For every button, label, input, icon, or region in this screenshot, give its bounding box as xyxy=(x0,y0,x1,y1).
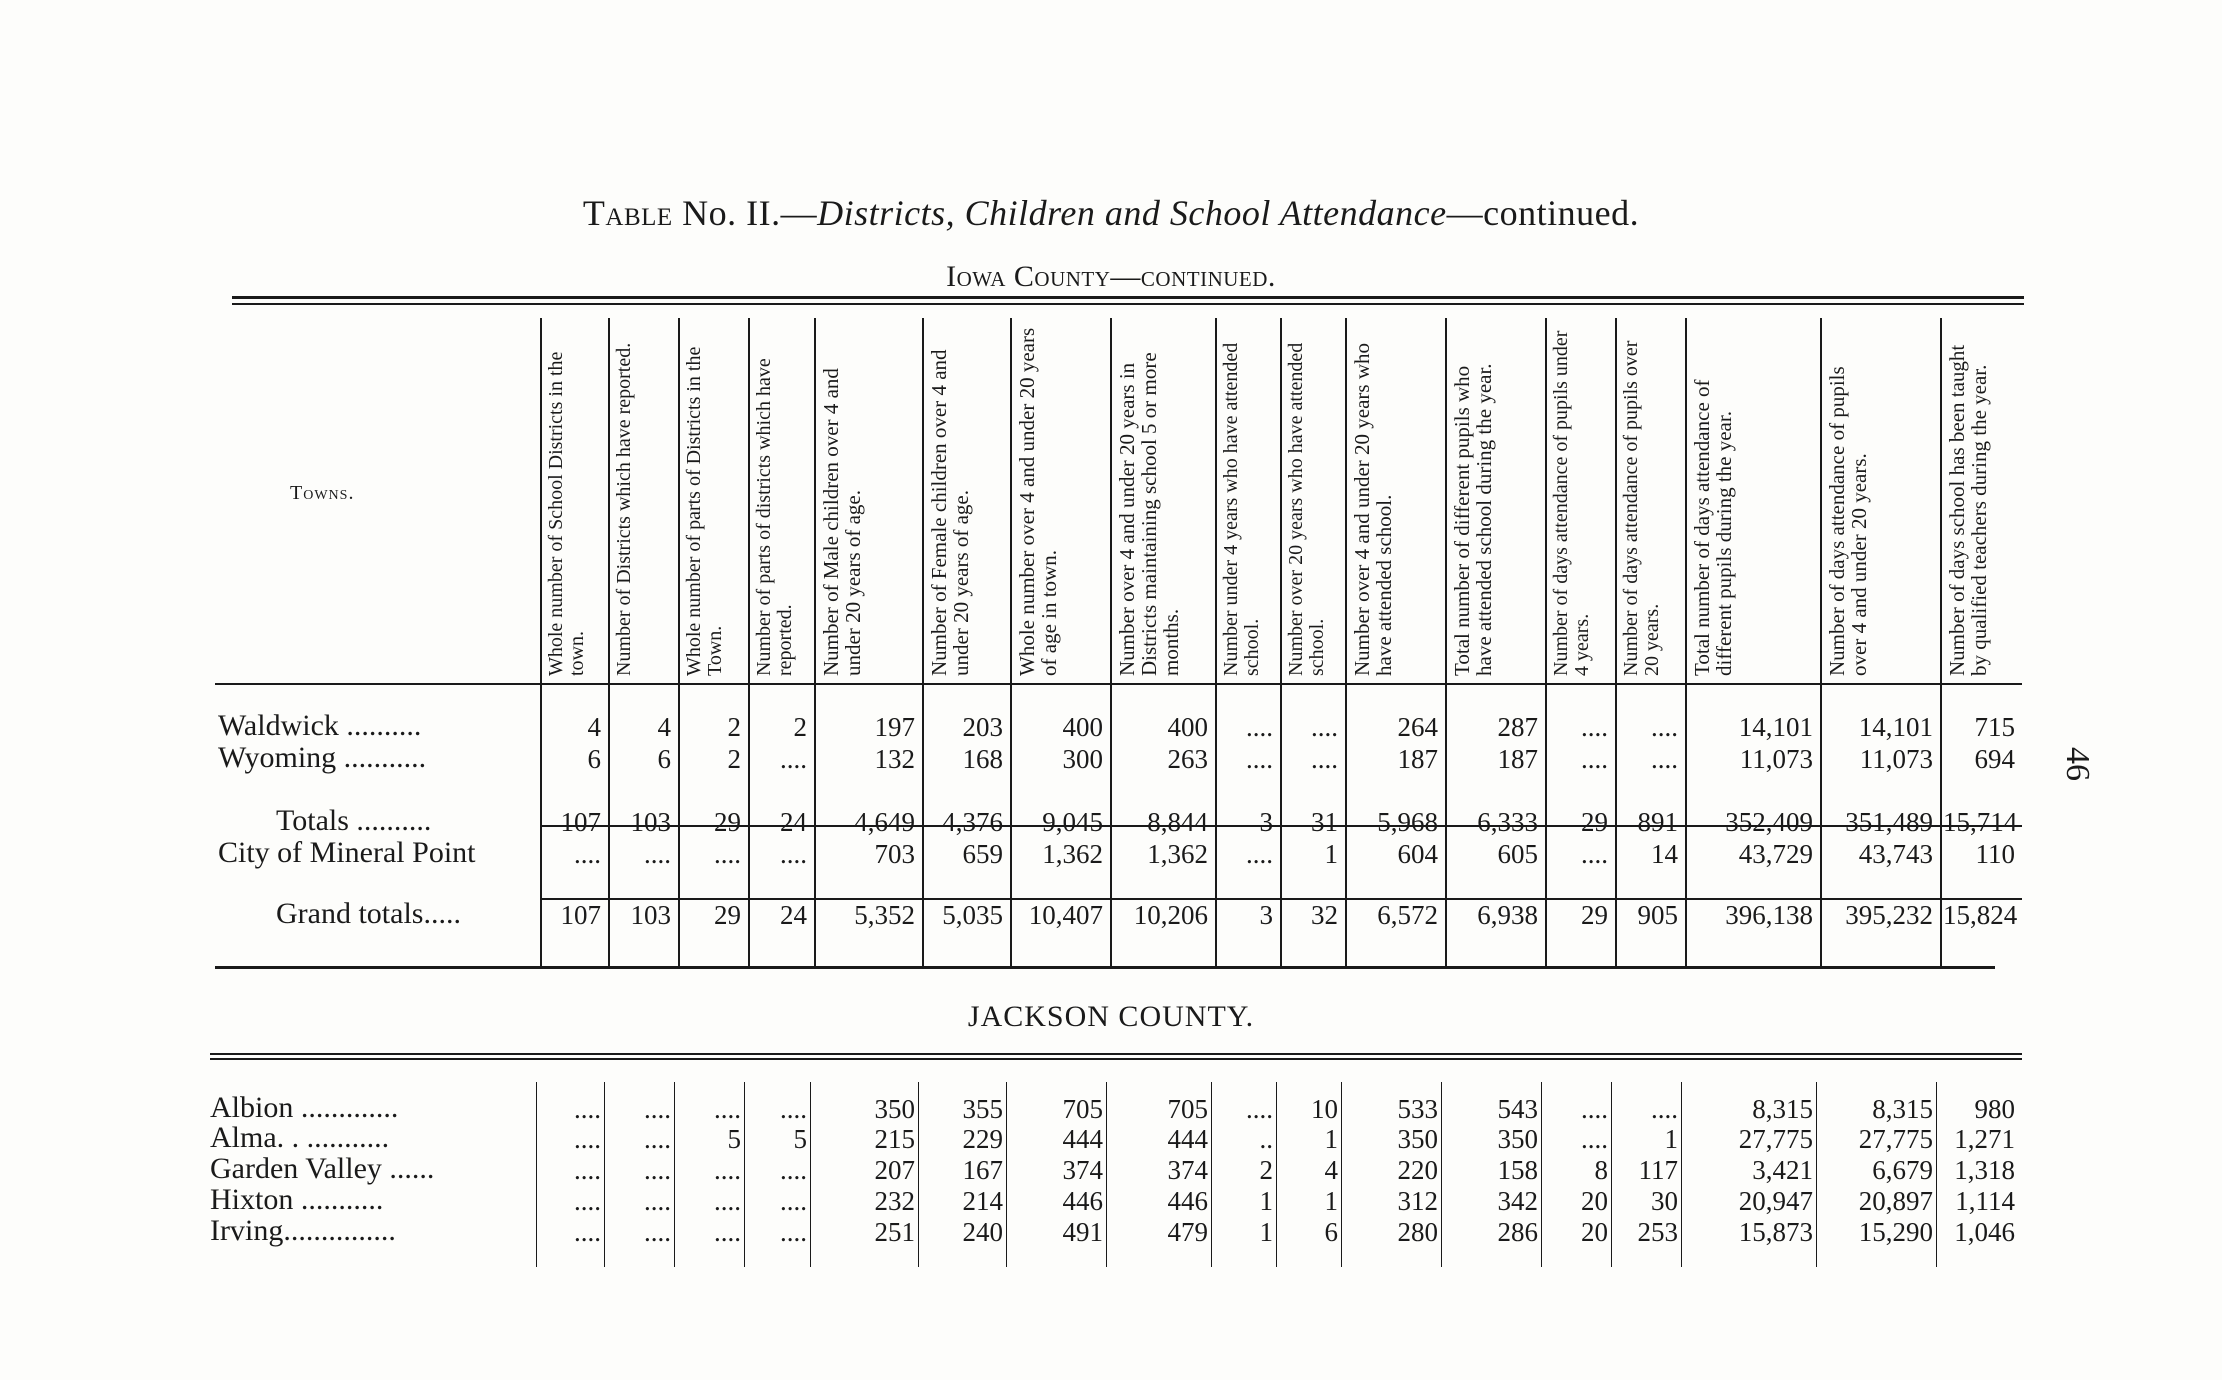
column-header-text: Whole number over 4 and under 20 years of age in town. xyxy=(1015,327,1061,676)
table-cell: 374 xyxy=(1167,1155,1208,1185)
jackson-col-divider xyxy=(1936,1082,1937,1267)
table-cell: 43,743 xyxy=(1858,839,1933,869)
table-cell: 4,376 xyxy=(942,807,1003,837)
table-cell: 14,101 xyxy=(1858,712,1933,742)
table-cell: 6,938 xyxy=(1477,900,1538,930)
jackson-col-divider xyxy=(918,1082,919,1267)
table-cell: 214 xyxy=(962,1186,1003,1216)
table-cell: 8,315 xyxy=(1752,1094,1813,1124)
table-cell: 355 xyxy=(962,1094,1003,1124)
table-cell: 705 xyxy=(1167,1094,1208,1124)
table-cell: 15,290 xyxy=(1858,1217,1933,1247)
table-cell: 6 xyxy=(657,744,671,774)
table-cell: 3 xyxy=(1259,807,1273,837)
table-cell: 187 xyxy=(1397,744,1438,774)
table-cell: 1,318 xyxy=(1954,1155,2015,1185)
table-cell: 117 xyxy=(1638,1155,1678,1185)
table-cell: 43,729 xyxy=(1738,839,1813,869)
table-cell: 29 xyxy=(714,807,741,837)
table-cell: 8,844 xyxy=(1147,807,1208,837)
table-cell: 4 xyxy=(657,712,671,742)
table-cell: 2 xyxy=(793,712,807,742)
column-header-text: Number over 20 years who have attended school. xyxy=(1285,342,1328,676)
column-header xyxy=(1445,318,1545,678)
table-cell: .... xyxy=(1651,712,1678,742)
jackson-col-divider xyxy=(744,1082,745,1267)
table-title xyxy=(0,192,2222,234)
table-cell: 1 xyxy=(1259,1186,1273,1216)
jackson-col-divider xyxy=(1341,1082,1342,1267)
table-cell: 1 xyxy=(1664,1124,1678,1154)
table-cell: 1,271 xyxy=(1954,1124,2015,1154)
table-cell: 30 xyxy=(1651,1186,1678,1216)
table-cell: .... xyxy=(1581,744,1608,774)
table-cell: 15,824 xyxy=(1943,900,2018,930)
towns-header: Towns. xyxy=(290,482,355,504)
table-cell: 103 xyxy=(630,807,671,837)
table-cell: .... xyxy=(644,1186,671,1216)
county-subtitle: Iowa County—continued. xyxy=(946,260,1276,293)
table-cell: 6 xyxy=(587,744,601,774)
column-header xyxy=(1940,318,2022,678)
table-cell: .... xyxy=(644,1155,671,1185)
column-header-text: Number of days attendance of pupils over 4 and under 20 years. xyxy=(1825,366,1871,676)
table-cell: 132 xyxy=(874,744,915,774)
table-cell: 168 xyxy=(962,744,1003,774)
table-cell: .... xyxy=(574,1217,601,1247)
table-cell: 8,315 xyxy=(1872,1094,1933,1124)
table-cell: 5,035 xyxy=(942,900,1003,930)
table-cell: 400 xyxy=(1062,712,1103,742)
jackson-col-divider xyxy=(1441,1082,1442,1267)
table-cell: 350 xyxy=(1497,1124,1538,1154)
table-cell: 167 xyxy=(962,1155,1003,1185)
table-cell: .... xyxy=(714,839,741,869)
row-label: Waldwick .......... xyxy=(218,709,422,742)
table-cell: .... xyxy=(1581,1124,1608,1154)
table-cell: .... xyxy=(780,744,807,774)
column-header xyxy=(814,318,922,678)
column-header xyxy=(1615,318,1685,678)
column-header-text: Whole number of parts of Districts in the Town. xyxy=(683,346,726,676)
row-label: Alma. . ........... xyxy=(210,1121,390,1154)
jackson-col-divider xyxy=(1276,1082,1277,1267)
jackson-top-rule-2 xyxy=(210,1058,2022,1060)
row-label: Totals .......... xyxy=(276,804,432,837)
table-cell: 287 xyxy=(1497,712,1538,742)
table-cell: .... xyxy=(780,1217,807,1247)
column-header xyxy=(1820,318,1940,678)
row-label: Garden Valley ...... xyxy=(210,1152,435,1185)
table-cell: 103 xyxy=(630,900,671,930)
table-cell: 207 xyxy=(874,1155,915,1185)
row-label: Wyoming ........... xyxy=(218,741,427,774)
table-cell: .... xyxy=(574,1094,601,1124)
column-header-text: Number of Districts which have reported. xyxy=(613,342,635,676)
table-cell: .... xyxy=(574,839,601,869)
column-header xyxy=(1280,318,1345,678)
table-cell: 11,073 xyxy=(1859,744,1933,774)
table-cell: 2 xyxy=(1259,1155,1273,1185)
column-header-text: Whole number of School Districts in the town. xyxy=(545,351,588,676)
column-header xyxy=(748,318,814,678)
table-cell: 300 xyxy=(1062,744,1103,774)
table-cell: 11,073 xyxy=(1739,744,1813,774)
table-cell: 351,489 xyxy=(1845,807,1933,837)
column-header xyxy=(678,318,748,678)
table-cell: 5,968 xyxy=(1377,807,1438,837)
column-header-text: Number of days attendance of pupils under 4 years. xyxy=(1550,330,1593,676)
table-cell: 20,947 xyxy=(1738,1186,1813,1216)
jackson-col-divider xyxy=(1006,1082,1007,1267)
table-cell: 10,206 xyxy=(1133,900,1208,930)
top-rule-2 xyxy=(232,303,2024,305)
header-rule xyxy=(215,683,2022,685)
table-cell: 251 xyxy=(874,1217,915,1247)
table-cell: 446 xyxy=(1167,1186,1208,1216)
table-cell: 374 xyxy=(1062,1155,1103,1185)
table-cell: 715 xyxy=(1974,712,2015,742)
jackson-county-title: JACKSON COUNTY. xyxy=(967,1000,1255,1033)
table-cell: 4,649 xyxy=(854,807,915,837)
table-cell: 14 xyxy=(1651,839,1678,869)
table-cell: 352,409 xyxy=(1725,807,1813,837)
table-cell: 2 xyxy=(727,712,741,742)
jackson-col-divider xyxy=(1211,1082,1212,1267)
title-prefix-sc: Table xyxy=(582,193,673,233)
table-cell: 1 xyxy=(1324,1186,1338,1216)
title-prefix: No. II.— xyxy=(672,193,818,233)
table-cell: 280 xyxy=(1397,1217,1438,1247)
table-cell: 543 xyxy=(1497,1094,1538,1124)
column-header xyxy=(1215,318,1280,678)
row-label: Irving............... xyxy=(210,1214,396,1247)
table-cell: 350 xyxy=(874,1094,915,1124)
table-cell: 232 xyxy=(874,1186,915,1216)
table-cell: 703 xyxy=(874,839,915,869)
column-header-text: Number of days school has been taught by qualified teachers during the year. xyxy=(1945,344,1991,676)
table-cell: 1 xyxy=(1324,1124,1338,1154)
jackson-col-divider xyxy=(1106,1082,1107,1267)
table-cell: .... xyxy=(714,1186,741,1216)
column-header-text: Number over 4 and under 20 years in Districts maintaining school 5 or more months. xyxy=(1115,352,1183,676)
table-cell: .... xyxy=(574,1155,601,1185)
table-cell: 215 xyxy=(874,1124,915,1154)
table-cell: 107 xyxy=(560,807,601,837)
jackson-col-divider xyxy=(1816,1082,1817,1267)
table-cell: 1 xyxy=(1324,839,1338,869)
column-header xyxy=(540,318,608,678)
table-cell: 6,679 xyxy=(1872,1155,1933,1185)
table-cell: 395,232 xyxy=(1845,900,1933,930)
table-cell: 905 xyxy=(1637,900,1678,930)
table-cell: 1,362 xyxy=(1147,839,1208,869)
column-header-text: Number of parts of districts which have reported. xyxy=(753,358,796,676)
column-header xyxy=(1110,318,1215,678)
table-cell: .... xyxy=(714,1217,741,1247)
jackson-col-divider xyxy=(536,1082,537,1267)
table-cell: 705 xyxy=(1062,1094,1103,1124)
table-cell: .... xyxy=(1581,1094,1608,1124)
table-cell: .... xyxy=(780,1094,807,1124)
table-cell: .... xyxy=(1311,712,1338,742)
table-cell: .... xyxy=(780,839,807,869)
column-header xyxy=(1345,318,1445,678)
table-cell: 107 xyxy=(560,900,601,930)
table-cell: 253 xyxy=(1637,1217,1678,1247)
table-cell: 4 xyxy=(1324,1155,1338,1185)
jackson-col-divider xyxy=(810,1082,811,1267)
title-italic: Districts, Children and School Attendance xyxy=(817,193,1447,233)
table-cell: 1,114 xyxy=(1955,1186,2015,1216)
jackson-top-rule xyxy=(210,1053,2022,1055)
table-cell: 491 xyxy=(1062,1217,1103,1247)
table-cell: 203 xyxy=(962,712,1003,742)
table-cell: 350 xyxy=(1397,1124,1438,1154)
table-cell: 15,714 xyxy=(1943,807,2018,837)
table-cell: 4 xyxy=(587,712,601,742)
jackson-col-divider xyxy=(604,1082,605,1267)
table-cell: 229 xyxy=(962,1124,1003,1154)
table-cell: 1,046 xyxy=(1954,1217,2015,1247)
column-header xyxy=(1545,318,1615,678)
table-cell: 197 xyxy=(874,712,915,742)
table-cell: 158 xyxy=(1497,1155,1538,1185)
column-header xyxy=(608,318,678,678)
table-cell: 220 xyxy=(1397,1155,1438,1185)
table-cell: 5,352 xyxy=(854,900,915,930)
table-cell: .... xyxy=(574,1124,601,1154)
table-cell: 6 xyxy=(1324,1217,1338,1247)
table-cell: 14,101 xyxy=(1738,712,1813,742)
jackson-col-divider xyxy=(1541,1082,1542,1267)
table-cell: .... xyxy=(1246,1094,1273,1124)
table-cell: 694 xyxy=(1974,744,2015,774)
table-cell: 891 xyxy=(1637,807,1678,837)
column-header-text: Number of Female children over 4 and under 20 years of age. xyxy=(927,349,973,676)
table-cell: 533 xyxy=(1397,1094,1438,1124)
jackson-col-divider xyxy=(1681,1082,1682,1267)
table-cell: .... xyxy=(714,1094,741,1124)
table-cell: 32 xyxy=(1311,900,1338,930)
table-cell: 479 xyxy=(1167,1217,1208,1247)
table-cell: 240 xyxy=(962,1217,1003,1247)
column-header-text: Total number of different pupils who have attended school during the year. xyxy=(1450,363,1496,676)
column-header xyxy=(1685,318,1820,678)
table-cell: 27,775 xyxy=(1738,1124,1813,1154)
table-cell: .... xyxy=(1311,744,1338,774)
table-cell: 6,333 xyxy=(1477,807,1538,837)
table-cell: 20 xyxy=(1581,1186,1608,1216)
column-header-text: Number over 4 and under 20 years who have attended school. xyxy=(1350,343,1396,676)
table-cell: 10,407 xyxy=(1028,900,1103,930)
table-cell: 263 xyxy=(1167,744,1208,774)
table-cell: 605 xyxy=(1497,839,1538,869)
row-label: Grand totals..... xyxy=(276,897,461,930)
table-cell: 400 xyxy=(1167,712,1208,742)
column-header xyxy=(922,318,1010,678)
table-cell: 29 xyxy=(714,900,741,930)
column-header xyxy=(1010,318,1110,678)
table-cell: 1 xyxy=(1259,1217,1273,1247)
table-cell: 6,572 xyxy=(1377,900,1438,930)
table-cell: 659 xyxy=(962,839,1003,869)
table-cell: .... xyxy=(714,1155,741,1185)
bottom-rule xyxy=(215,966,1995,969)
jackson-col-divider xyxy=(1611,1082,1612,1267)
table-cell: .... xyxy=(644,839,671,869)
table-cell: 312 xyxy=(1397,1186,1438,1216)
table-cell: 264 xyxy=(1397,712,1438,742)
row-label: Albion ............. xyxy=(210,1091,399,1124)
column-header-text: Number under 4 years who have attended school. xyxy=(1220,342,1263,676)
column-header-text: Total number of days attendance of different pupils during the year. xyxy=(1690,379,1736,676)
table-cell: .... xyxy=(644,1217,671,1247)
title-suffix: —continued. xyxy=(1446,193,1640,233)
table-cell: 5 xyxy=(793,1124,807,1154)
table-cell: 980 xyxy=(1974,1094,2015,1124)
table-cell: .... xyxy=(1246,839,1273,869)
table-cell: 3,421 xyxy=(1752,1155,1813,1185)
table-cell: 187 xyxy=(1497,744,1538,774)
table-cell: 20 xyxy=(1581,1217,1608,1247)
table-cell: 24 xyxy=(780,900,807,930)
table-cell: 446 xyxy=(1062,1186,1103,1216)
table-cell: 396,138 xyxy=(1725,900,1813,930)
table-cell: .... xyxy=(1651,744,1678,774)
table-cell: .... xyxy=(1246,744,1273,774)
table-cell: 5 xyxy=(727,1124,741,1154)
jackson-col-divider xyxy=(674,1082,675,1267)
table-cell: .... xyxy=(1581,839,1608,869)
column-header-text: Number of days attendance of pupils over 20 years. xyxy=(1620,340,1663,676)
row-label: City of Mineral Point xyxy=(218,836,476,869)
table-cell: 286 xyxy=(1497,1217,1538,1247)
table-cell: 24 xyxy=(780,807,807,837)
table-cell: .... xyxy=(574,1186,601,1216)
table-cell: 444 xyxy=(1167,1124,1208,1154)
table-cell: .... xyxy=(1651,1094,1678,1124)
table-cell: 20,897 xyxy=(1858,1186,1933,1216)
table-cell: .... xyxy=(1581,712,1608,742)
table-cell: 444 xyxy=(1062,1124,1103,1154)
table-cell: 110 xyxy=(1975,839,2015,869)
table-cell: .... xyxy=(644,1094,671,1124)
table-cell: 9,045 xyxy=(1042,807,1103,837)
table-cell: 342 xyxy=(1497,1186,1538,1216)
top-rule xyxy=(232,296,2024,299)
table-cell: 3 xyxy=(1259,900,1273,930)
table-cell: 604 xyxy=(1397,839,1438,869)
table-cell: 31 xyxy=(1311,807,1338,837)
table-cell: 29 xyxy=(1581,900,1608,930)
table-cell: 1,362 xyxy=(1042,839,1103,869)
table-cell: .... xyxy=(644,1124,671,1154)
table-cell: 8 xyxy=(1594,1155,1608,1185)
table-cell: .... xyxy=(1246,712,1273,742)
column-header-text: Number of Male children over 4 and under 20 years of age. xyxy=(819,368,865,676)
table-cell: .... xyxy=(780,1186,807,1216)
table-cell: 27,775 xyxy=(1858,1124,1933,1154)
table-cell: 15,873 xyxy=(1738,1217,1813,1247)
row-label: Hixton ........... xyxy=(210,1183,384,1216)
table-cell: .. xyxy=(1259,1124,1273,1154)
table-cell: 2 xyxy=(727,744,741,774)
table-cell: .... xyxy=(780,1155,807,1185)
table-cell: 10 xyxy=(1311,1094,1338,1124)
table-cell: 29 xyxy=(1581,807,1608,837)
page-number: 46 xyxy=(2059,747,2096,781)
